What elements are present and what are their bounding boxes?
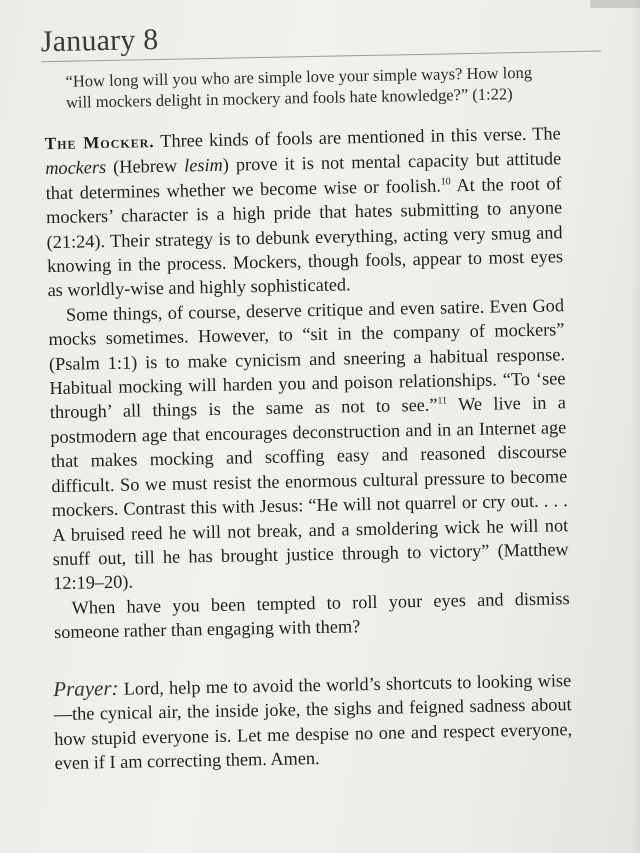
epigraph-verse: “How long will you who are simple love your simple ways? How long will mockers delight in mockery and fools hate knowledge?” (1:22) [65,62,533,112]
paragraph-3-question: When have you been tempted to roll your eyes and dismiss someone rather than engaging with them? [53,587,570,643]
footnote-ref: 10 [440,176,451,188]
prayer-block [53,667,573,776]
section-heading: The Mocker. [44,132,155,154]
prayer-text: Lord, help me to avoid the world’s shortcuts to looking wise—the cynical air, the inside joke, the sighs and feigned sadness about how stupid everyone is. Let me despise no one and respect everyone, even if I am correcting them. Amen. [53,670,573,774]
prayer-label: Prayer: [53,675,119,702]
page-date-title: January 8 [40,22,159,59]
footnote-ref: 11 [437,395,448,408]
page-edge-shadow [632,0,640,853]
paragraph-1: The Mocker. Three kinds of fools are mentioned in this verse. The mockers (Hebrew lesim) prove it is not mental capacity but attitude that determines whether we become wise or foolish.$^{10}$ At the root of mockers’ character is a high pride that hates submitting to anyone (21:24). Their strategy is to debunk everything, acting very smug and knowing in the process. Mockers, though fools, appear to most eyes as worldly-wise and highly sophisticated. [44,123,564,301]
devotional-body [45,121,571,644]
paragraph-2: Some things, of course, deserve critique and even satire. Even God mocks sometimes. However, to “sit in the company of mockers” (Psalm 1:1) is to make cynicism and sneering a habitual response. Habitual mocking will harden you and poison relationships. “To ‘see through’ all things is the same as not to see.”$^{11}$ We live in a postmodern age that encourages deconstruction and in an Internet age that makes mocking and scoffing easy and reasoned discourse difficult. So we must resist the enormous cultural pressure to become mockers. Contrast this with Jesus: “He will not quarrel or cry out. . . . A bruised reed he will not break, and a smoldering wick he will not snuff out, till he has brought justice through to victory” (Matthew 12:19–20). [48,295,569,594]
